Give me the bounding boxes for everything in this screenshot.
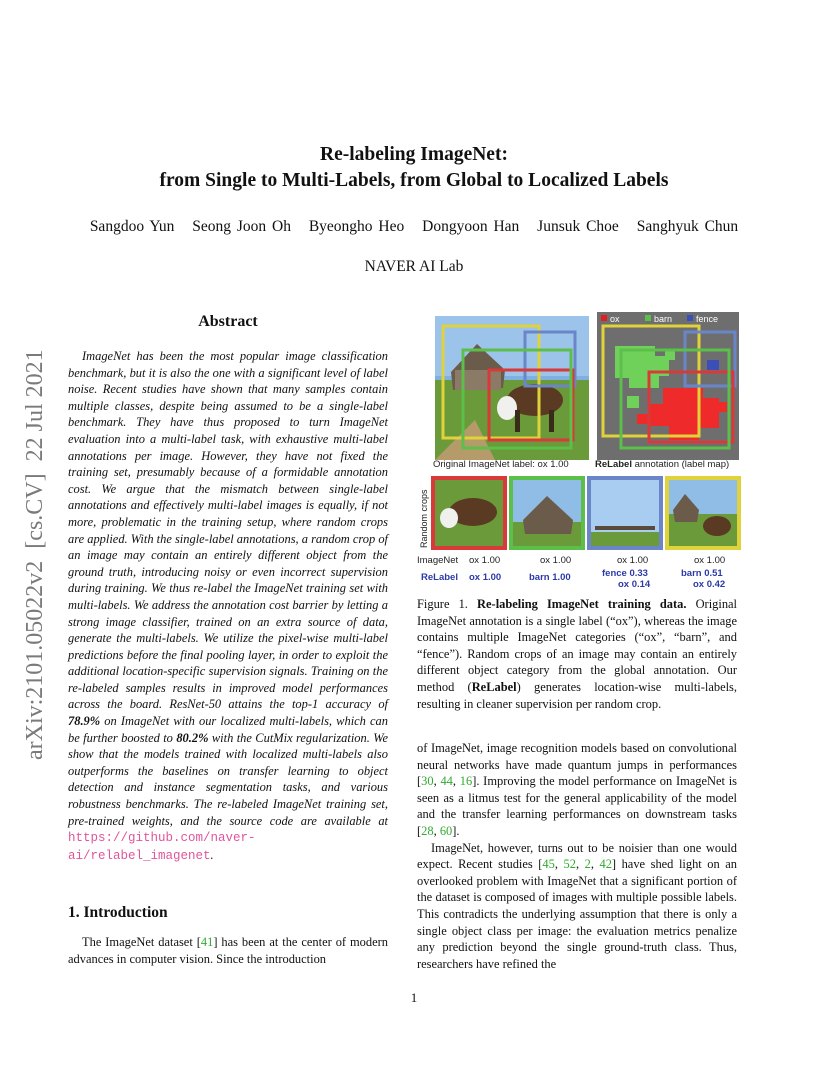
arxiv-stamp-text: arXiv:2101.05022v2 [cs.CV] 22 Jul 2021 — [22, 349, 48, 760]
body-text: of ImageNet, image recognition models based on convolutional neural networks have made quantum jumps in performances [ — [417, 741, 737, 789]
body-text: ImageNet, however, turns out to be noisier than one would expect. Recent studies [ — [417, 840, 737, 872]
paper-title — [0, 142, 828, 194]
page-number: 1 — [410, 990, 418, 1005]
figure-caption — [417, 596, 737, 712]
figure-1 — [415, 310, 745, 593]
crop-thumb-green — [511, 478, 583, 548]
citation-link[interactable]: 45 — [542, 857, 555, 872]
title-line-1: Re-labeling ImageNet: — [320, 144, 508, 165]
body-text: The ImageNet dataset [ — [82, 935, 201, 949]
intro-body — [68, 934, 388, 967]
svg-text:ReLabel annotation (label map) — [595, 459, 729, 470]
relabel-crop-label: ox 0.14 — [618, 579, 651, 590]
relabel-caption-rest: annotation (label map) — [631, 459, 730, 470]
imagenet-crop-label: ox 1.00 — [694, 555, 726, 566]
crop-thumb-red — [433, 478, 505, 548]
relabel-caption-bold: ReLabel — [595, 459, 632, 470]
author: Sangdoo Yun — [89, 218, 175, 235]
caption-text: Original ImageNet annotation is a single label (“ox”), whereas the image contains multiple ImageNet categories (“ox”, “barn”, and “fence”). Random crops of an image may contain an entirely different object category from the global annotation. Our method ( — [417, 597, 738, 694]
caption-text: ) generates location-wise multi-labels, resulting in cleaner supervision per random crop. — [417, 679, 737, 711]
author-list — [0, 218, 828, 236]
citation-link[interactable]: 16 — [459, 774, 473, 789]
abstract-text: ImageNet has been the most popular image classification benchmark, but it is also the one with a significant level of label noise. Recent studies have shown that many samples contain multiple classes, despite being assumed to be a single-label benchmark. They have thus proposed to turn ImageNet evaluation into a multi-label task, with exhaustive multi-label annotations per image. However, they have not fixed the training set, presumably because of a formidable annotation cost. We argue that the mismatch between single-label annotations and effectively multi-label images is equally, if not more, problematic in the training setup, where random crops are applied. With the single-label annotations, a random crop of an image may contain an entirely different object from the ground truth, introducing noisy or even incorrect supervision during training. We thus re-label the ImageNet training set with multi-labels. We address the annotation cost barrier by letting a strong image classifier, trained on an extra source of data, generate the multi-labels. We utilize the pixel-wise multi-label predictions before the final pooling layer, in order to exploit the additional location-specific supervision signals. Training on the re-labeled samples results in improved model performances across the board. ResNet-50 attains the top-1 accuracy of — [68, 349, 389, 712]
author: Seong Joon Oh — [192, 218, 291, 235]
citation-link[interactable]: 52 — [563, 857, 576, 872]
imagenet-crop-label: ox 1.00 — [617, 555, 649, 566]
legend-fence: fence — [696, 314, 719, 324]
relabel-crop-label: barn 1.00 — [529, 572, 571, 583]
citation-link[interactable]: 2 — [584, 857, 591, 872]
crop-thumb-yellow — [667, 478, 739, 548]
relabel-crop-label: ox 0.42 — [693, 579, 726, 590]
legend-ox: ox — [610, 314, 620, 324]
citation-link[interactable]: 44 — [440, 774, 453, 789]
abstract-text: . — [210, 847, 214, 862]
body-text: ] has been at the center of modern advances in computer vision. Since the introduction — [68, 935, 388, 966]
imagenet-crop-label: ox 1.00 — [540, 555, 572, 566]
caption-relabel: ReLabel — [471, 679, 517, 694]
body-text: ] have shed light on an overlooked problem with ImageNet that a significant portion of the dataset is composed of images with multiple possible labels. This contradicts the underlying assumption that there is only a single object class per image: the evaluation metrics penalize any prediction beyond the single ground-truth class. Thus, researchers have refined the — [417, 857, 738, 971]
body-text: ]. Improving the model performance on ImageNet is seen as a litmus test for the general applicability of the model and the transfer learning performances on downstream tasks [ — [417, 774, 738, 838]
title-line-2: from Single to Multi-Labels, from Global to Localized Labels — [159, 170, 669, 191]
label-map — [597, 312, 739, 460]
abstract-text: on ImageNet with our localized multi-labels, which can be further boosted to — [68, 714, 388, 745]
relabel-crop-label: ox 1.00 — [469, 572, 502, 583]
citation-link[interactable]: 41 — [200, 935, 214, 949]
crop-thumb-blue — [589, 478, 661, 548]
citation-link[interactable]: 42 — [599, 857, 612, 872]
citation-link[interactable]: 60 — [439, 823, 453, 838]
imagenet-row-label: ImageNet — [417, 555, 459, 566]
code-url-link[interactable]: https://github.com/naver-ai/relabel_imagenet — [68, 831, 256, 863]
relabel-row-label: ReLabel — [421, 572, 458, 583]
body-text: ]. — [452, 823, 460, 838]
relabel-crop-label: fence 0.33 — [602, 568, 648, 579]
section-heading: 1. Introduction — [68, 904, 168, 921]
citation-link[interactable]: 30 — [421, 774, 434, 789]
imagenet-crop-label: ox 1.00 — [469, 555, 501, 566]
abstract-body — [68, 348, 388, 864]
random-crops-label: Random crops — [419, 489, 429, 548]
relabel-crop-label: barn 0.51 — [681, 568, 723, 579]
author: Dongyoon Han — [422, 218, 520, 235]
legend-barn: barn — [654, 314, 673, 324]
original-label-caption: Original ImageNet label: ox 1.00 — [433, 459, 569, 470]
accuracy-value: 80.2% — [176, 730, 209, 745]
author: Junsuk Choe — [537, 218, 619, 235]
right-column-body: of ImageNet, image recognition models based on convolutional neural networks have made quantum jumps in performances [30, 44, 16]. Improving the model performance on ImageNet is seen as a litmus test for the general applicability of the model and the transfer learning performances on downstream tasks [28, 60]. ImageNet, however, turns out to be noisier than one would expect. Recent studies [45, 52, 2, 42] have shed light on an overlooked problem with ImageNet that a significant portion of the dataset is composed of images with multiple possible labels. This contradicts the underlying assumption that there is only a single object class per image: the evaluation metrics penalize any prediction beyond the single ground-truth class. Thus, researchers have refined the — [417, 741, 738, 971]
citation-link[interactable]: 28 — [421, 823, 434, 838]
abstract-heading: Abstract — [198, 313, 258, 330]
arxiv-stamp — [10, 295, 60, 760]
affiliation: NAVER AI Lab — [364, 258, 464, 275]
abstract-text: with the CutMix regularization. We show that the models trained with localized multi-labels also outperforms the baselines on transfer learning to object detection and instance segmentation tasks, and various robustness benchmarks. The re-labeled ImageNet training set, pre-trained weights, and the source code are available at — [68, 730, 388, 828]
author: Sanghyuk Chun — [636, 218, 739, 235]
caption-title: Re-labeling ImageNet training data. — [477, 597, 687, 611]
caption-number: Figure 1. — [417, 597, 468, 611]
accuracy-value: 78.9% — [68, 714, 101, 729]
author: Byeongho Heo — [308, 218, 405, 235]
